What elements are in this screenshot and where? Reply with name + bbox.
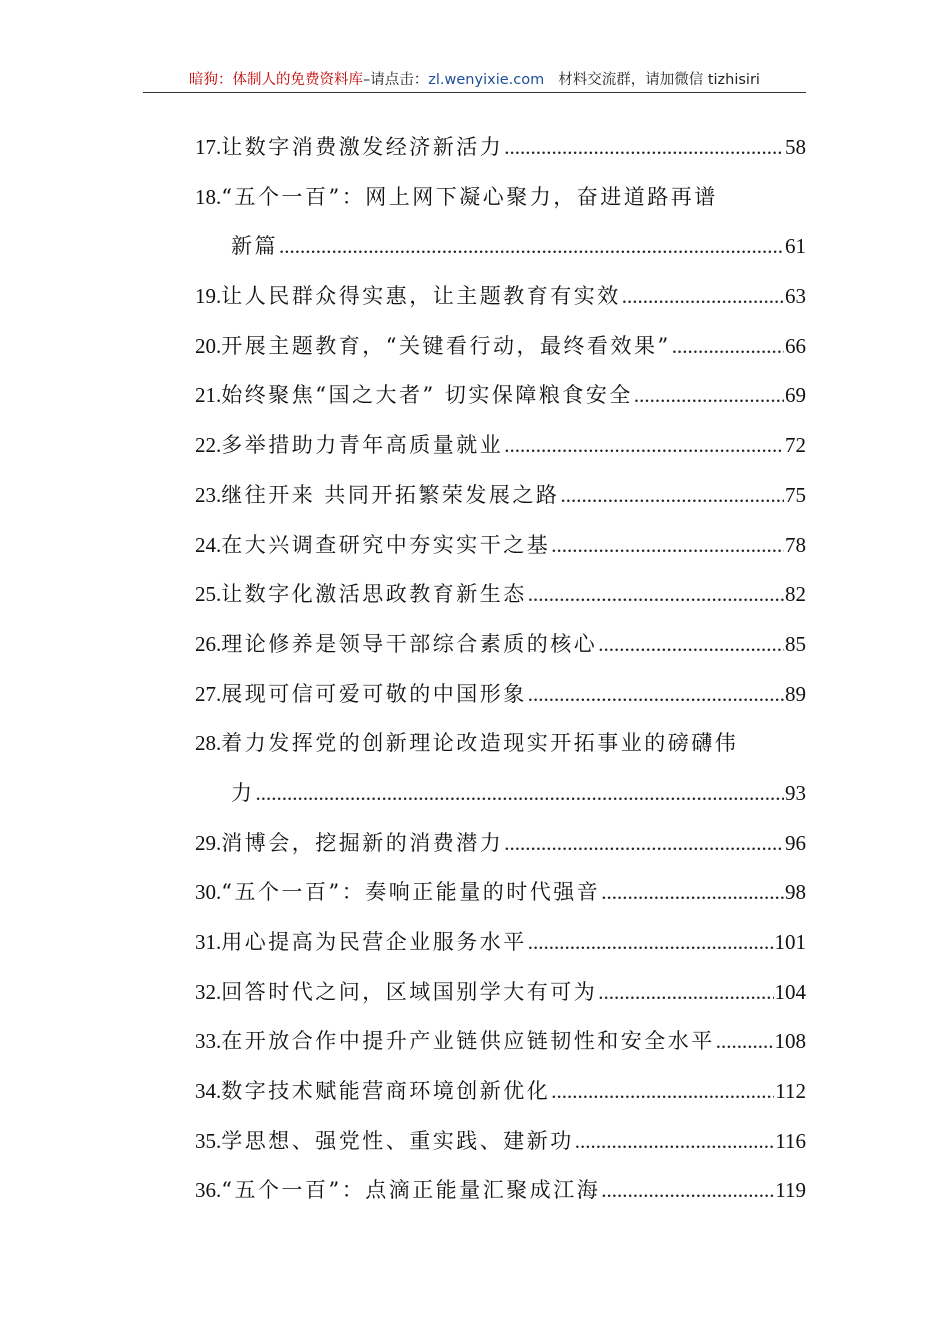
header-brand: 暗狗：体制人的免费资料库 bbox=[189, 72, 364, 88]
dot-leader bbox=[598, 620, 784, 670]
toc-entry-line bbox=[195, 968, 806, 1018]
toc-entry-number: 30. bbox=[195, 880, 222, 905]
dot-leader bbox=[672, 322, 784, 372]
toc-entry[interactable] bbox=[195, 670, 806, 720]
toc-entry-title: “五个一百”：网上网下凝心聚力，奋进道路再谱 bbox=[221, 184, 718, 209]
toc-entry-line bbox=[195, 1166, 806, 1216]
toc-entry-page-number: 61 bbox=[785, 234, 806, 259]
toc-entry[interactable] bbox=[195, 570, 806, 620]
page-header bbox=[143, 68, 806, 93]
dot-leader bbox=[528, 670, 784, 720]
toc-entry-title: 消博会，挖掘新的消费潜力 bbox=[221, 830, 504, 855]
toc-entry[interactable] bbox=[195, 1117, 806, 1167]
toc-entry[interactable] bbox=[195, 272, 806, 322]
toc-entry-line bbox=[195, 620, 806, 670]
toc-entry-line bbox=[195, 769, 806, 819]
dot-leader bbox=[504, 421, 784, 471]
toc-entry-page-number: 116 bbox=[775, 1128, 806, 1153]
toc-entry-number: 19. bbox=[195, 284, 222, 309]
toc-entry-title: 在大兴调查研究中夯实实干之基 bbox=[221, 532, 551, 557]
toc-entry-number: 20. bbox=[195, 333, 222, 358]
dot-leader bbox=[601, 868, 784, 918]
toc-entry-title: 力 bbox=[231, 780, 255, 805]
toc-entry[interactable] bbox=[195, 322, 806, 372]
dot-leader bbox=[575, 1117, 775, 1167]
header-group-text: 材料交流群，请加微信 tizhisiri bbox=[558, 72, 760, 88]
toc-entry-title: “五个一百”：奏响正能量的时代强音 bbox=[221, 880, 601, 905]
dot-leader bbox=[598, 968, 773, 1018]
toc-entry-page-number: 104 bbox=[774, 979, 806, 1004]
toc-entry-line bbox=[195, 471, 806, 521]
dot-leader bbox=[551, 521, 784, 571]
toc-entry-title: 开展主题教育，“关键看行动，最终看效果” bbox=[221, 333, 671, 358]
toc-entry[interactable] bbox=[195, 868, 806, 918]
toc-entry[interactable] bbox=[195, 371, 806, 421]
dot-leader bbox=[504, 819, 784, 869]
dot-leader bbox=[528, 918, 774, 968]
toc-entry-line bbox=[195, 222, 806, 272]
toc-entry-title: 多举措助力青年高质量就业 bbox=[221, 433, 504, 458]
toc-entry-line bbox=[195, 570, 806, 620]
toc-entry-line bbox=[195, 1067, 806, 1117]
toc-entry-title: 让人民群众得实惠，让主题教育有实效 bbox=[221, 284, 621, 309]
toc-entry-line bbox=[195, 918, 806, 968]
dot-leader bbox=[634, 371, 784, 421]
toc-entry-title: 理论修养是领导干部综合素质的核心 bbox=[221, 631, 598, 656]
toc-entry-number: 34. bbox=[195, 1079, 222, 1104]
toc-entry-number: 33. bbox=[195, 1029, 222, 1054]
toc-entry-line bbox=[195, 521, 806, 571]
toc-entry[interactable] bbox=[195, 918, 806, 968]
toc-entry-number: 26. bbox=[195, 631, 222, 656]
toc-entry-title: 数字技术赋能营商环境创新优化 bbox=[221, 1079, 551, 1104]
toc-entry-page-number: 93 bbox=[785, 780, 806, 805]
toc-entry-page-number: 63 bbox=[785, 284, 806, 309]
toc-entry-line bbox=[195, 1117, 806, 1167]
toc-entry-line bbox=[195, 322, 806, 372]
toc-entry[interactable] bbox=[195, 719, 806, 818]
toc-entry-number: 18. bbox=[195, 184, 222, 209]
toc-entry-page-number: 112 bbox=[775, 1079, 806, 1104]
toc-entry-page-number: 96 bbox=[785, 830, 806, 855]
dot-leader bbox=[622, 272, 784, 322]
toc-entry-page-number: 89 bbox=[785, 681, 806, 706]
dot-leader bbox=[504, 123, 784, 173]
toc-entry-number: 23. bbox=[195, 482, 222, 507]
toc-entry[interactable] bbox=[195, 968, 806, 1018]
toc-entry-line bbox=[195, 1017, 806, 1067]
toc-entry-title: 让数字消费激发经济新活力 bbox=[221, 135, 504, 159]
toc-entry-title: 继往开来 共同开拓繁荣发展之路 bbox=[221, 482, 560, 507]
toc-entry-title: 学思想、强党性、重实践、建新功 bbox=[221, 1128, 574, 1153]
toc-entry-page-number: 101 bbox=[774, 930, 806, 954]
toc-entry[interactable] bbox=[195, 819, 806, 869]
toc-entry-line bbox=[195, 272, 806, 322]
toc-entry-page-number: 66 bbox=[785, 333, 806, 358]
toc-entry-title: 回答时代之问，区域国别学大有可为 bbox=[221, 979, 598, 1004]
toc-entry-line bbox=[195, 819, 806, 869]
toc-entry[interactable] bbox=[195, 1017, 806, 1067]
toc-entry[interactable] bbox=[195, 1166, 806, 1216]
dot-leader bbox=[560, 471, 784, 521]
header-click-prompt: –请点击： bbox=[363, 72, 429, 88]
dot-leader bbox=[256, 769, 785, 819]
toc-entry-number: 24. bbox=[195, 532, 222, 557]
toc-entry-title: 展现可信可爱可敬的中国形象 bbox=[221, 681, 527, 706]
toc-entry[interactable] bbox=[195, 173, 806, 272]
toc-entry-line bbox=[195, 868, 806, 918]
dot-leader bbox=[551, 1067, 774, 1117]
toc-entry-page-number: 82 bbox=[785, 582, 806, 607]
toc-entry-title: 着力发挥党的创新理论改造现实开拓事业的磅礴伟 bbox=[221, 731, 739, 756]
toc-entry[interactable] bbox=[195, 1067, 806, 1117]
toc-entry-number: 21. bbox=[195, 383, 222, 408]
toc-entry-line bbox=[195, 719, 806, 769]
dot-leader bbox=[528, 570, 784, 620]
toc-entry[interactable] bbox=[195, 620, 806, 670]
toc-entry[interactable] bbox=[195, 471, 806, 521]
toc-entry-number: 32. bbox=[195, 979, 222, 1004]
toc-entry-page-number: 69 bbox=[785, 383, 806, 408]
dot-leader bbox=[601, 1166, 774, 1216]
toc-entry-page-number: 119 bbox=[775, 1178, 806, 1203]
toc-entry-title: 新篇 bbox=[231, 234, 278, 259]
table-of-contents bbox=[195, 123, 806, 1216]
toc-entry-page-number: 75 bbox=[785, 482, 806, 507]
toc-entry-line bbox=[195, 670, 806, 720]
toc-entry-number: 22. bbox=[195, 433, 222, 458]
toc-entry-line bbox=[195, 371, 806, 421]
toc-entry-page-number: 108 bbox=[774, 1029, 806, 1054]
toc-entry-number: 31. bbox=[195, 930, 222, 954]
dot-leader bbox=[279, 222, 784, 272]
toc-entry[interactable] bbox=[195, 421, 806, 471]
toc-entry-line bbox=[195, 173, 806, 223]
toc-entry[interactable] bbox=[195, 521, 806, 571]
toc-entry-title: 用心提高为民营企业服务水平 bbox=[221, 930, 527, 954]
toc-entry-number: 17. bbox=[195, 135, 222, 159]
toc-entry-line bbox=[195, 123, 806, 173]
toc-entry-page-number: 78 bbox=[785, 532, 806, 557]
toc-entry-number: 36. bbox=[195, 1178, 222, 1203]
dot-leader bbox=[716, 1017, 774, 1067]
toc-entry-number: 28. bbox=[195, 731, 222, 756]
toc-entry-page-number: 72 bbox=[785, 433, 806, 458]
toc-entry-title: 始终聚焦“国之大者” 切实保障粮食安全 bbox=[221, 383, 633, 408]
toc-entry-title: “五个一百”：点滴正能量汇聚成江海 bbox=[221, 1178, 601, 1203]
toc-entry-page-number: 98 bbox=[785, 880, 806, 905]
toc-entry[interactable] bbox=[195, 123, 806, 173]
header-url-link[interactable]: zl.wenyixie.com bbox=[428, 72, 545, 88]
toc-entry-page-number: 85 bbox=[785, 631, 806, 656]
toc-entry-title: 在开放合作中提升产业链供应链韧性和安全水平 bbox=[221, 1029, 715, 1054]
toc-entry-page-number: 58 bbox=[785, 135, 806, 159]
toc-entry-line bbox=[195, 421, 806, 471]
toc-entry-number: 25. bbox=[195, 582, 222, 607]
toc-entry-title: 让数字化激活思政教育新生态 bbox=[221, 582, 527, 607]
toc-entry-number: 27. bbox=[195, 681, 222, 706]
toc-entry-number: 35. bbox=[195, 1128, 222, 1153]
toc-entry-number: 29. bbox=[195, 830, 222, 855]
